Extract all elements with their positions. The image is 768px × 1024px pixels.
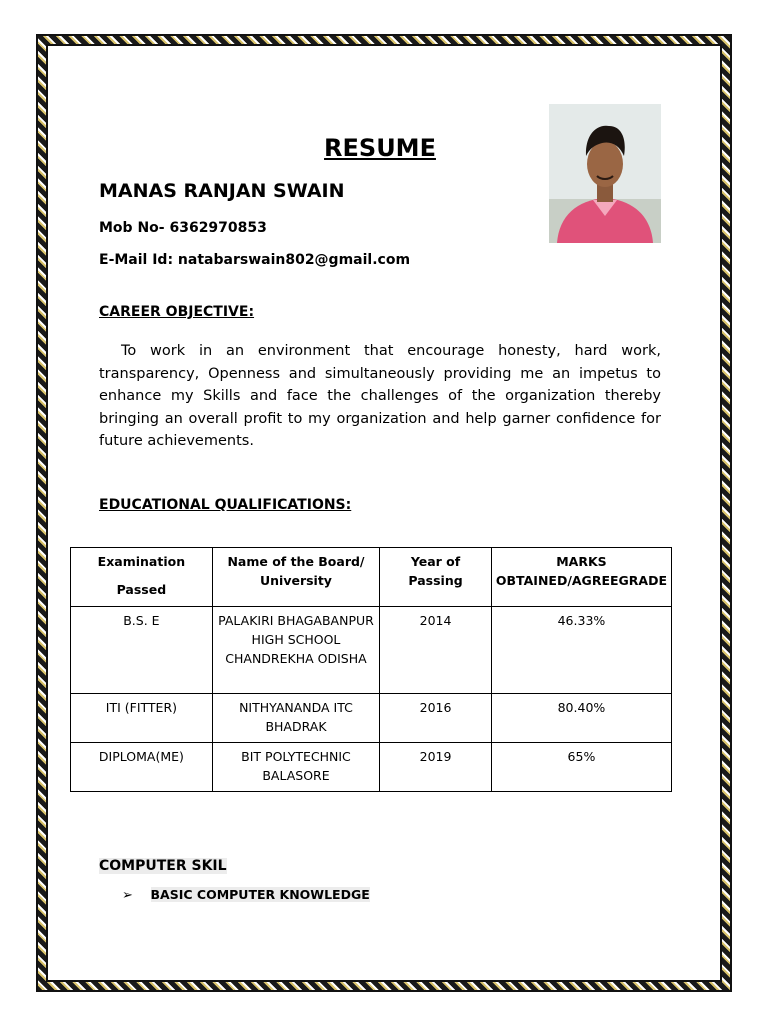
header-examination <box>71 548 213 607</box>
cell-marks: 80.40% <box>491 694 671 743</box>
computer-skill-heading: COMPUTER SKIL <box>99 858 227 874</box>
cell-marks: 65% <box>491 743 671 792</box>
education-heading: EDUCATIONAL QUALIFICATIONS: <box>99 497 352 513</box>
arrow-bullet-icon: ➢ <box>122 888 133 903</box>
cell-board: NITHYANANDA ITC BHADRAK <box>212 694 379 743</box>
cell-exam: ITI (FITTER) <box>71 694 213 743</box>
career-objective-text: To work in an environment that encourage honesty, hard work, transparency, Openness and simultaneously providing me an impetus to enhance my Skills and face the challenges of the organization thereby bringing an overall profit to my organization and help garner confidence for future achievements. <box>99 343 661 449</box>
cell-exam: B.S. E <box>71 607 213 694</box>
header-exam-line2: Passed <box>116 582 167 597</box>
career-objective-heading: CAREER OBJECTIVE: <box>99 304 255 320</box>
table-row <box>71 694 672 743</box>
resume-title: RESUME <box>324 134 436 162</box>
header-marks: MARKS OBTAINED/AGREEGRADE <box>491 548 671 607</box>
profile-photo <box>549 104 661 243</box>
table-row <box>71 743 672 792</box>
candidate-name: MANAS RANJAN SWAIN <box>99 180 345 202</box>
header-board: Name of the Board/ University <box>212 548 379 607</box>
mobile-number: Mob No- 6362970853 <box>99 220 267 236</box>
cell-exam: DIPLOMA(ME) <box>71 743 213 792</box>
cell-year: 2014 <box>380 607 492 694</box>
cell-year: 2016 <box>380 694 492 743</box>
header-exam-line1: Examination <box>97 554 186 569</box>
person-photo-icon <box>549 104 661 243</box>
table-header-row <box>71 548 672 607</box>
email-address: E-Mail Id: natabarswain802@gmail.com <box>99 252 411 268</box>
cell-year: 2019 <box>380 743 492 792</box>
table-row <box>71 607 672 694</box>
header-year: Year of Passing <box>380 548 492 607</box>
education-table <box>70 547 672 792</box>
cell-board: BIT POLYTECHNIC BALASORE <box>212 743 379 792</box>
cell-marks: 46.33% <box>491 607 671 694</box>
skill-item-text: BASIC COMPUTER KNOWLEDGE <box>150 887 370 902</box>
skill-list-item <box>122 887 370 903</box>
cell-board: PALAKIRI BHAGABANPUR HIGH SCHOOL CHANDREKHA ODISHA <box>212 607 379 694</box>
